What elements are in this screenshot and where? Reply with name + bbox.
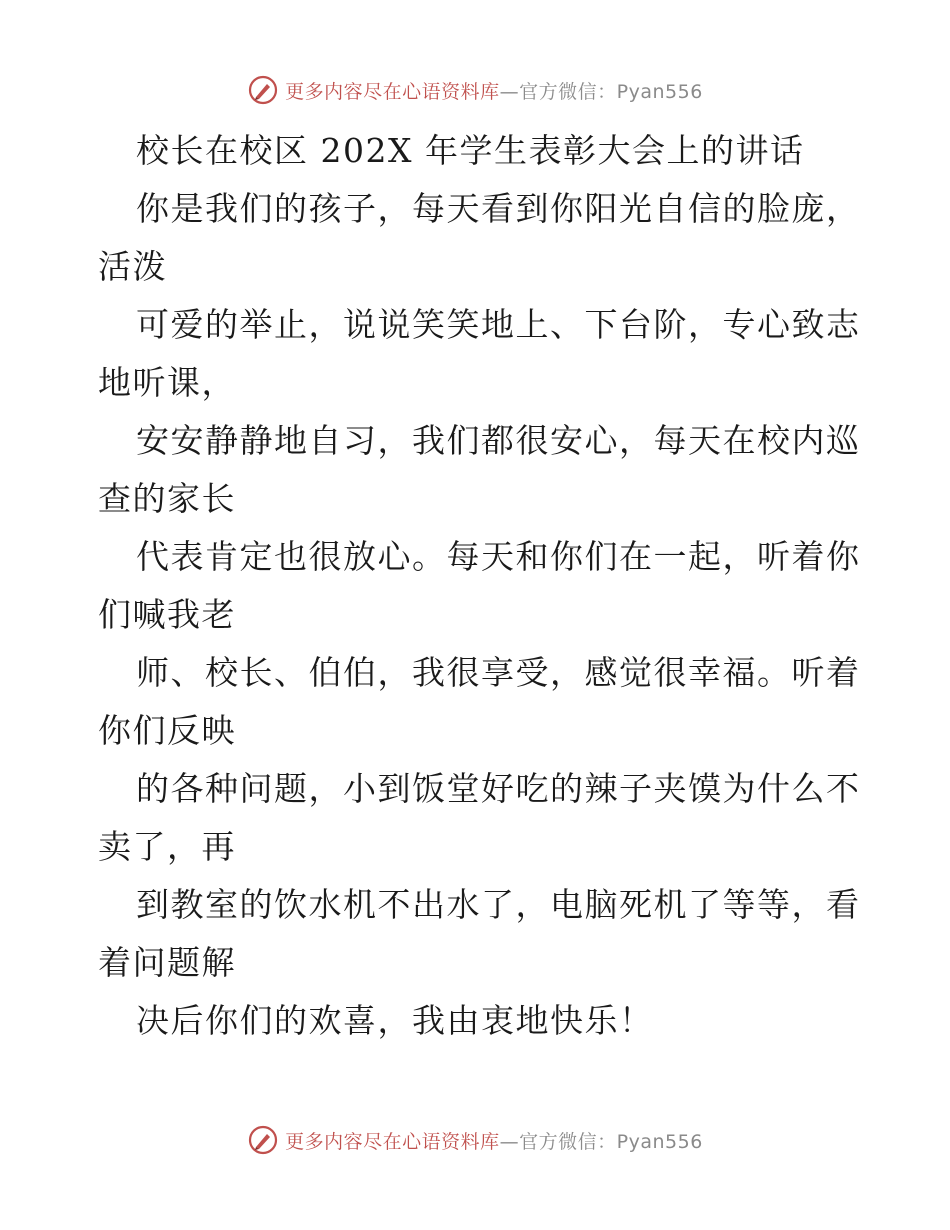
paragraph-line: 代表肯定也很放心。每天和你们在一起，听着你: [136, 537, 861, 576]
paragraph-line: 查的家长: [98, 479, 236, 518]
document-body: [98, 122, 861, 1050]
banner-wechat-text: 官方微信：Pyan556: [519, 80, 703, 103]
paragraph-line: 着问题解: [98, 943, 236, 982]
banner-text: [285, 77, 703, 104]
pen-logo-icon: [247, 1124, 279, 1156]
banner-main-text: 更多内容尽在心语资料库: [285, 80, 500, 103]
banner-dash: —: [499, 1130, 520, 1153]
paragraph-line: 活泼: [98, 247, 167, 286]
paragraph-line: 你是我们的孩子，每天看到你阳光自信的脸庞，: [136, 189, 861, 228]
paragraph-line: 卖了，再: [98, 827, 236, 866]
header-banner: [0, 70, 950, 110]
paragraph-line: 地听课，: [98, 363, 236, 402]
banner-dash: —: [499, 80, 520, 103]
footer-banner: [0, 1120, 950, 1160]
paragraph-line: 安安静静地自习，我们都很安心，每天在校内巡: [136, 421, 861, 460]
banner-wechat-text: 官方微信：Pyan556: [519, 1130, 703, 1153]
document-title: 校长在校区 202X 年学生表彰大会上的讲话: [136, 131, 805, 170]
paragraph-line: 可爱的举止，说说笑笑地上、下台阶，专心致志: [136, 305, 861, 344]
paragraph-line: 到教室的饮水机不出水了，电脑死机了等等，看: [136, 885, 861, 924]
paragraph-line: 你们反映: [98, 711, 236, 750]
banner-main-text: 更多内容尽在心语资料库: [285, 1130, 500, 1153]
banner-text: [285, 1127, 703, 1154]
paragraph-line: 师、校长、伯伯，我很享受，感觉很幸福。听着: [136, 653, 861, 692]
paragraph-line: 的各种问题，小到饭堂好吃的辣子夹馍为什么不: [136, 769, 861, 808]
paragraph-line: 们喊我老: [98, 595, 236, 634]
pen-logo-icon: [247, 74, 279, 106]
paragraph-line: 决后你们的欢喜，我由衷地快乐！: [136, 1001, 654, 1040]
